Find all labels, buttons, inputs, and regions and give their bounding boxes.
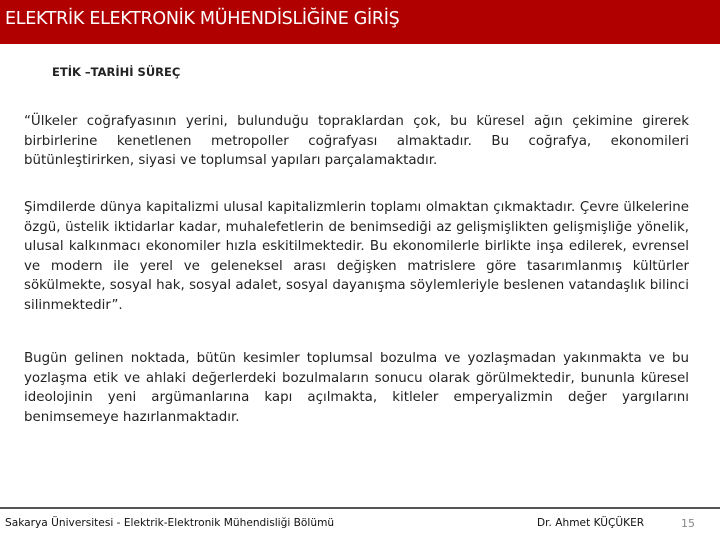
footer-divider	[0, 507, 720, 509]
page-number: 15	[681, 517, 695, 530]
paragraph-1: “Ülkeler coğrafyasının yerini, bulunduğu topraklardan çok, bu küresel ağın çekimine girerek birbirlerine kenetlenen metropoller coğrafyası almaktadır. Bu coğrafya, ekonomileri bütünleştirirken, siyasi ve toplumsal yapıları parçalamaktadır.	[24, 114, 689, 168]
footer-author: Dr. Ahmet KÜÇÜKER	[537, 517, 645, 529]
paragraph-2: Şimdilerde dünya kapitalizmi ulusal kapitalizmlerin toplamı olmaktan çıkmaktadır. Çevre ülkelerine özgü, üstelik iktidarlar kadar, muhalefetlerin de benimsediği az gelişmişlikten gelişmişliğe yönelik, ulusal kalkınmacı ekonomiler hızla eskitilmektedir. Bu ekonomilerle birlikte inşa edilerek, evrensel ve modern ile yerel ve geleneksel arası değişken matrislere göre tasarımlanmış kültürler sökülmekte, sosyal hak, sosyal adalet, sosyal dayanışma söylemleriyle beslenen vatandaşlık bilinci silinmektedir”.	[24, 200, 689, 313]
footer-institution: Sakarya Üniversitesi - Elektrik-Elektronik Mühendisliği Bölümü	[5, 517, 335, 529]
title-bar	[0, 0, 720, 44]
section-subtitle: ETİK –TARİHİ SÜREÇ	[52, 65, 181, 79]
slide-title: ELEKTRİK ELEKTRONİK MÜHENDİSLİĞİNE GİRİŞ	[5, 9, 400, 29]
paragraph-3: Bugün gelinen noktada, bütün kesimler toplumsal bozulma ve yozlaşmadan yakınmakta ve bu yozlaşma etik ve ahlaki değerlerdeki bozulmaların sonucu olarak görülmektedir, bununla küresel ideolojinin yeni argümanlarına kapı açılmakta, kitleler emperyalizmin değer yargılarını benimsemeye hazırlanmaktadır.	[24, 351, 689, 425]
